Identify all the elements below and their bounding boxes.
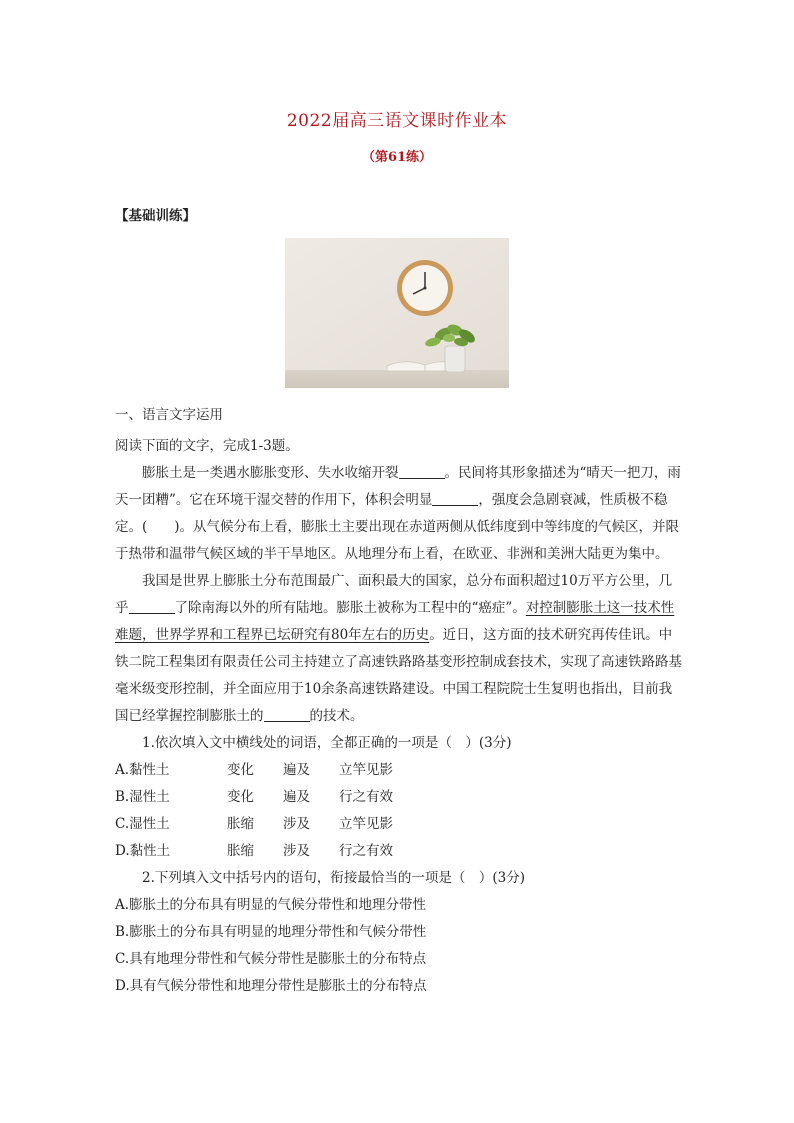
fill-blank-1	[399, 464, 445, 479]
q1-b-word-2: 变化	[227, 789, 254, 805]
fill-blank-4	[264, 707, 310, 722]
question-1-options	[115, 757, 682, 865]
q1-a-word-4: 立竿见影	[339, 762, 393, 778]
q2-option-b: B.膨胀土的分布具有明显的地理分带性和气候分带性	[115, 924, 427, 940]
clock-plant-book-image	[285, 238, 509, 388]
q1-option-a	[115, 757, 682, 784]
illustration-photo	[285, 238, 509, 388]
q1-d-word-2: 胀缩	[227, 843, 254, 859]
para1-text-3: ，强度会急剧衰减，性质极不稳定。( )。从气候分布上看，膨胀土主要出现在赤道两侧从低纬度到中等纬度的气候区，并限于热带和温带气候区域的半干旱地区。从地理分布上看，在欧亚、非洲和美洲大陆更为集中。	[115, 492, 680, 562]
fill-blank-3	[129, 599, 175, 614]
instruction: 阅读下面的文字，完成1-3题。	[115, 438, 299, 454]
para1-text-1: 膨胀土是一类遇水膨胀变形、失水收缩开裂	[142, 465, 399, 481]
q1-b-word-3: 遍及	[283, 789, 310, 805]
q1-c-word-1: C.湿性土	[115, 816, 170, 832]
passage-paragraph-1	[115, 460, 682, 568]
q2-option-a: A.膨胀土的分布具有明显的气候分带性和地理分带性	[115, 897, 427, 913]
underlined-sentence: 对控制膨胀土这一技术性难题，世界学界和工程界已坛研究有80年左右的历史	[115, 600, 675, 643]
part-one	[115, 402, 682, 1000]
q1-c-word-3: 涉及	[283, 816, 310, 832]
q1-a-word-3: 遍及	[283, 762, 310, 778]
q1-d-word-4: 行之有效	[339, 843, 393, 859]
para1-text-2: 。民间将其形象描述为“晴天一把刀，雨天一团糟”。它在环境干湿交替的作用下，体积会明显	[115, 465, 681, 508]
q1-d-word-1: D.黏性土	[115, 843, 171, 859]
para2-text-4: 的技术。	[309, 708, 364, 724]
q1-option-b	[115, 784, 682, 811]
part-one-heading: 一、语言文字运用	[115, 407, 223, 423]
q1-b-word-4: 行之有效	[339, 789, 393, 805]
question-1-stem: 1.依次填入文中横线处的词语，全都正确的一项是（ ）(3分)	[142, 735, 512, 751]
q1-a-word-1: A.黏性土	[115, 762, 170, 778]
q2-option-d: D.具有气候分带性和地理分带性是膨胀土的分布特点	[115, 978, 427, 994]
q2-option-c: C.具有地理分带性和气候分带性是膨胀土的分布特点	[115, 951, 427, 967]
q1-c-word-4: 立竿见影	[339, 816, 393, 832]
page-subtitle: （第61练）	[361, 150, 433, 165]
q1-c-word-2: 胀缩	[227, 816, 254, 832]
q1-option-d	[115, 838, 682, 865]
q1-b-word-1: B.湿性土	[115, 789, 170, 805]
para2-text-3: 。近日，这方面的技术研究再传佳讯。中铁二院工程集团有限责任公司主持建立了高速铁路路基变形控制成套技术，实现了高速铁路路基毫米级变形控制，并全面应用于10余条高速铁路建设。中国工程院院士生复明也指出，目前我国已经掌握控制膨胀土的	[115, 627, 682, 724]
q1-d-word-3: 涉及	[283, 843, 310, 859]
para2-text-1: 我国是世界上膨胀土分布范围最广、面积最大的国家，总分布面积超过10万平方公里，几乎	[115, 573, 673, 616]
q1-a-word-2: 变化	[227, 762, 254, 778]
para2-text-2: 了除南海以外的所有陆地。膨胀土被称为工程中的“癌症”。	[174, 600, 526, 616]
fill-blank-2	[432, 491, 478, 506]
page-title: 2022届高三语文课时作业本	[286, 111, 508, 131]
question-2-stem: 2.下列填入文中括号内的语句，衔接最恰当的一项是（ ）(3分)	[142, 870, 526, 886]
passage-paragraph-2	[115, 568, 682, 730]
q1-option-c	[115, 811, 682, 838]
section-label: 【基础训练】	[115, 208, 196, 224]
